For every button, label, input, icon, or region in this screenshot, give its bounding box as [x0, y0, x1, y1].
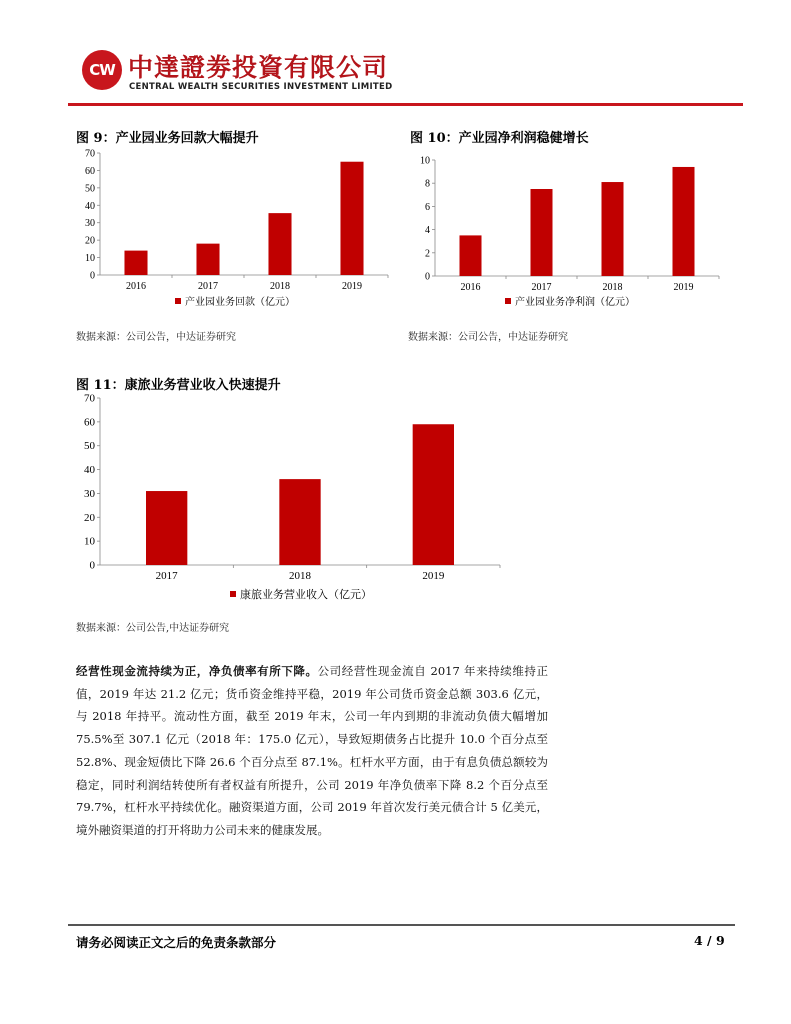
- footer-disclaimer: 请务必阅读正文之后的免责条款部分: [76, 935, 277, 950]
- bar: [279, 479, 320, 565]
- x-tick-label: 2017: [198, 281, 218, 292]
- bar: [146, 491, 187, 565]
- legend-label: 产业园业务回款（亿元）: [185, 297, 295, 308]
- bar: [340, 162, 363, 275]
- y-tick-label: 0: [425, 271, 430, 283]
- x-tick-label: 2016: [126, 281, 146, 292]
- y-tick-label: 6: [425, 201, 430, 213]
- y-tick-label: 0: [90, 270, 95, 282]
- legend-swatch: [505, 298, 511, 304]
- x-tick-label: 2017: [155, 570, 178, 582]
- fig10-title: 图 10：产业园净利润稳健增长: [410, 131, 589, 146]
- x-tick-label: 2018: [602, 282, 623, 293]
- x-tick-label: 2016: [460, 282, 481, 293]
- bar: [672, 167, 694, 276]
- company-name-en: CENTRAL WEALTH SECURITIES INVESTMENT LIMITED: [129, 82, 393, 92]
- legend-swatch: [175, 298, 181, 304]
- header-divider: [68, 103, 743, 106]
- bar: [530, 189, 552, 276]
- y-tick-label: 60: [85, 165, 95, 177]
- bar: [124, 251, 147, 275]
- y-tick-label: 30: [84, 487, 95, 500]
- y-tick-label: 30: [85, 218, 95, 230]
- x-tick-label: 2019: [673, 282, 694, 293]
- paragraph-text: 公司经营性现金流自 2017 年来持续维持正值，2019 年达 21.2 亿元；货币资金维持平稳，2019 年公司货币资金总额 303.6 亿元，与 2018 年持平。流动性方面，截至 2019 年末，公司一年内到期的非流动负债大幅增加 75.5%至 307.1 亿元（2018 年：175.0 亿元），导致短期债务占比提升 10.0 个百分点至 52.8%、现金短债比下降 26.6 个百分点至 87.1%。杠杆水平方面，由于有息负债总额较为稳定，同时利润结转使所有者权益有所提升，公司 2019 年净负债率下降 8.2 个百分点至 79.7%，杠杆水平持续优化。融资渠道方面，公司 2019 年首次发行美元债合计 5 亿美元，境外融资渠道的打开将助力公司未来的健康发展。: [76, 664, 548, 837]
- y-tick-label: 40: [84, 464, 95, 477]
- x-tick-label: 2019: [342, 281, 362, 292]
- x-tick-label: 2018: [289, 570, 311, 582]
- fig10-chart: [400, 150, 720, 320]
- fig11-title: 图 11：康旅业务营业收入快速提升: [76, 378, 281, 393]
- company-logo: CW: [82, 50, 122, 90]
- y-tick-label: 60: [84, 416, 95, 429]
- y-tick-label: 4: [425, 225, 430, 237]
- y-tick-label: 2: [425, 248, 430, 260]
- company-name-cn: 中達證劵投資有限公司: [128, 53, 389, 82]
- x-tick-label: 2019: [422, 570, 445, 582]
- body-paragraph: [76, 660, 548, 842]
- footer-divider: [68, 924, 735, 926]
- x-tick-label: 2017: [531, 282, 552, 293]
- fig9-title: 图 9：产业园业务回款大幅提升: [76, 131, 259, 146]
- fig11-source: 数据来源：公司公告,中达证券研究: [76, 623, 230, 634]
- legend-label: 康旅业务营业收入（亿元）: [240, 589, 372, 601]
- bar: [268, 213, 291, 275]
- y-tick-label: 10: [84, 535, 95, 548]
- y-tick-label: 70: [85, 148, 95, 160]
- page-number: 4 / 9: [694, 933, 725, 948]
- y-tick-label: 70: [84, 392, 95, 405]
- y-tick-label: 10: [85, 253, 95, 265]
- y-tick-label: 8: [425, 178, 430, 190]
- y-tick-label: 40: [85, 200, 95, 212]
- y-tick-label: 20: [84, 511, 95, 524]
- y-tick-label: 0: [89, 559, 95, 572]
- y-tick-label: 50: [85, 183, 95, 195]
- y-tick-label: 20: [85, 235, 95, 247]
- fig11-chart: [60, 390, 520, 610]
- legend-label: 产业园业务净利润（亿元）: [515, 297, 635, 308]
- bar: [459, 235, 481, 276]
- bar: [196, 244, 219, 275]
- fig9-chart: [60, 145, 390, 320]
- bar: [413, 424, 454, 565]
- legend-swatch: [230, 591, 236, 597]
- fig10-source: 数据来源：公司公告，中达证券研究: [408, 332, 568, 343]
- x-tick-label: 2018: [270, 281, 290, 292]
- y-tick-label: 10: [420, 155, 430, 167]
- y-tick-label: 50: [84, 440, 95, 453]
- bar: [601, 182, 623, 276]
- paragraph-lead: 经营性现金流持续为正，净负债率有所下降。: [76, 664, 318, 678]
- fig9-source: 数据来源：公司公告，中达证券研究: [76, 332, 236, 343]
